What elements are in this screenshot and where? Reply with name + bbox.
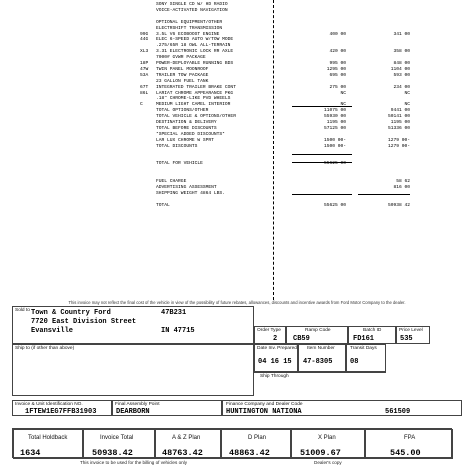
option-invoice: 593 00 — [393, 72, 410, 78]
final-assembly-label: Final Assembly Point — [115, 402, 160, 407]
totals-box — [12, 428, 452, 458]
batch-id-box — [348, 326, 396, 344]
option-invoice: 9441 00 — [390, 108, 410, 114]
holdback-cell — [13, 429, 83, 459]
option-code: 67T — [140, 84, 149, 90]
vin-box — [12, 400, 112, 416]
option-code: 18P — [140, 61, 149, 66]
ramp-code-value: CB59 — [293, 335, 310, 343]
option-description: SONY SINGLE CD W/ HD RADIO — [156, 2, 228, 7]
x-plan-label: X Plan — [318, 435, 336, 441]
option-msrp: NC — [340, 102, 346, 108]
az-plan-cell — [155, 429, 221, 459]
ship-through-label: Ship Through — [260, 374, 289, 379]
ramp-code-box — [286, 326, 348, 344]
option-description: .275/65R 18 OWL ALL-TERRAIN — [156, 43, 231, 49]
fpa-cell — [365, 429, 453, 459]
holdback-label: Total Holdback — [28, 435, 68, 441]
rule-total-2 — [358, 194, 410, 195]
rule-discounts-2 — [292, 162, 352, 163]
option-description: TOTAL FOR VEHICLE — [156, 161, 203, 167]
invoice-total-label: Invoice Total — [100, 435, 134, 441]
option-description: ELECTRSHIFT TRANSMISSION — [156, 25, 223, 31]
tear-line — [273, 0, 274, 300]
option-invoice: 1104 00 — [390, 66, 410, 72]
option-code: 99G — [140, 31, 149, 37]
transit-days-value: 08 — [350, 358, 359, 366]
option-description: OPTIONAL EQUIPMENT/OTHER — [156, 19, 223, 25]
ship-through-box — [254, 372, 386, 396]
option-description: INTEGRATED TRAILER BRAKE CONT — [156, 84, 236, 90]
sold-to-label: Sold to — [15, 308, 30, 313]
finance-box — [222, 400, 462, 416]
az-plan-label: A & Z Plan — [172, 435, 201, 441]
footer-dealer-copy: Dealer's copy — [314, 460, 342, 465]
option-msrp: 11075 00 — [323, 108, 346, 114]
option-description: 3.5L V6 ECOBOOST ENGINE — [156, 31, 220, 37]
option-description: TOTAL VEHICLE & OPTIONS/OTHER — [156, 114, 236, 120]
option-description: ELEC 6-SPEED AUTO W/TOW MODE — [156, 37, 234, 43]
finance-code: 561509 — [385, 408, 411, 416]
option-invoice: 51336 00 — [387, 125, 410, 131]
option-code: 53A — [140, 72, 149, 78]
option-invoice: NC — [404, 90, 410, 96]
option-invoice: 1195 00 — [390, 120, 410, 125]
x-plan-cell — [291, 429, 365, 459]
option-msrp: 695 00 — [329, 72, 346, 78]
transit-days-box — [346, 344, 386, 372]
option-description: ADVERTISING ASSESSMENT — [156, 184, 217, 190]
option-invoice: 58 62 — [396, 179, 410, 184]
option-description: LARIAT CHROME APPEARANCE PKG — [156, 90, 234, 96]
invoice-total-value: 50938.42 — [92, 448, 133, 458]
d-plan-label: D Plan — [248, 435, 267, 441]
dealer-street: 7720 East Division Street — [31, 318, 137, 326]
order-type-value: 2 — [273, 335, 278, 343]
d-plan-cell — [221, 429, 291, 459]
ramp-code-label: Ramp Code — [305, 328, 331, 333]
price-level-value: 535 — [400, 335, 413, 343]
option-msrp: 400 00 — [329, 31, 346, 37]
option-description: *SPECIAL ADDED DISCOUNTS* — [156, 131, 225, 137]
option-description: LAR LUX CHROME W SPRT — [156, 137, 214, 143]
option-description: POWER-DEPLOYABLE RUNNING BDS — [156, 61, 234, 66]
option-description: TOTAL OPTIONS/OTHER — [156, 108, 209, 114]
option-invoice: 816 00 — [393, 184, 410, 190]
option-description: FUEL CHARGE — [156, 179, 187, 184]
price-level-box — [396, 326, 430, 344]
option-description: 23 GALLON FUEL TANK — [156, 78, 209, 84]
option-msrp: 275 00 — [329, 84, 346, 90]
option-msrp: 57125 00 — [323, 125, 346, 131]
invoice-total-cell — [83, 429, 155, 459]
finance-label: Finance Company and Dealer Code — [226, 402, 303, 407]
dealer-city: Evansville — [31, 327, 74, 335]
option-description: TOTAL DISCOUNTS — [156, 143, 198, 149]
ship-to-label: Ship to (if other than above) — [15, 346, 75, 351]
option-msrp: NC — [340, 90, 346, 96]
option-code: C — [140, 102, 143, 108]
option-code: XL3 — [140, 49, 149, 55]
option-msrp: 1500 00- — [323, 143, 346, 149]
option-description: TWIN PANEL MOONROOF — [156, 66, 209, 72]
option-description: TRAILER TOW PACKAGE — [156, 72, 209, 78]
option-invoice: 1279 00- — [387, 143, 410, 149]
option-invoice: NC — [404, 102, 410, 108]
option-invoice: 1279 00- — [387, 137, 410, 143]
option-invoice: 848 00 — [393, 61, 410, 66]
final-assembly-box — [112, 400, 222, 416]
option-invoice: 50938 42 — [387, 202, 410, 208]
option-invoice: 234 00 — [393, 84, 410, 90]
rule-options — [292, 106, 352, 107]
holdback-value: 1634 — [20, 448, 41, 458]
option-msrp: 1500 00- — [323, 137, 346, 143]
rule-total — [292, 194, 352, 195]
x-plan-value: 51009.67 — [300, 448, 341, 458]
transit-days-label: Transit Days — [350, 346, 377, 351]
order-type-label: Order Type — [257, 328, 281, 333]
option-description: TOTAL — [156, 202, 170, 208]
footer-billing-note: This invoice to be used for the billing of vehicles only — [80, 460, 187, 465]
option-description: DESTINATION & DELIVERY — [156, 120, 217, 125]
date-prepared-label: Date Inv. Prepared — [257, 346, 297, 351]
ship-to-box — [12, 344, 254, 396]
dealer-number: 47B231 — [161, 309, 187, 317]
disclaimer: This invoice may not reflect the final cost of the vehicle in view of the possibility of future rebates, allowances, discounts and incentive awards from Ford Motor Company to the dealer. — [68, 300, 406, 305]
option-invoice: 341 00 — [393, 31, 410, 37]
item-number-label: Item Number — [307, 346, 335, 351]
option-description: .18" CHROME-LIKE PVD WHEELS — [156, 96, 231, 102]
date-prepared-box — [254, 344, 298, 372]
option-description: 7000# GVWR PACKAGE — [156, 55, 206, 61]
option-code: 47W — [140, 66, 149, 72]
option-msrp: 1195 00 — [326, 120, 346, 125]
finance-company: HUNTINGTON NATIONA — [226, 408, 302, 416]
order-type-box — [254, 326, 286, 344]
az-plan-value: 48763.42 — [162, 448, 203, 458]
option-msrp: 1295 00 — [326, 66, 346, 72]
fpa-value: 545.00 — [390, 448, 421, 458]
option-msrp: 55930 00 — [323, 114, 346, 120]
option-description: SHIPPING WEIGHT 4864 LBS. — [156, 190, 225, 196]
vin-value: 1FTEW1EG7FFB31903 — [25, 408, 97, 416]
batch-id-value: FD161 — [353, 335, 375, 343]
final-assembly-value: DEARBORN — [116, 408, 150, 416]
d-plan-value: 48863.42 — [229, 448, 270, 458]
price-level-label: Price Level — [399, 328, 423, 333]
option-msrp: 995 00 — [329, 61, 346, 66]
item-number-box — [298, 344, 346, 372]
vin-label: Invoice & Unit Identification NO. — [15, 402, 83, 407]
option-description: VOICE-ACTIVATED NAVIGATION — [156, 7, 228, 13]
date-prepared-value: 04 16 15 — [258, 358, 292, 366]
item-number-value: 47-8305 — [303, 358, 333, 366]
option-invoice: 50141 00 — [387, 114, 410, 120]
option-invoice: 358 00 — [393, 49, 410, 55]
option-msrp: 55625 00 — [323, 161, 346, 167]
option-description: 3.31 ELECTRONIC LOCK RR AXLE — [156, 49, 234, 55]
rule-discounts — [292, 154, 352, 155]
batch-id-label: Batch ID — [363, 328, 382, 333]
dealer-state-zip: IN 47715 — [161, 327, 195, 335]
option-msrp: 55625 00 — [323, 202, 346, 208]
option-code: 86L — [140, 90, 149, 96]
option-description: MEDIUM LIGHT CAMEL INTERIOR — [156, 102, 231, 108]
option-msrp: 420 00 — [329, 49, 346, 55]
dealer-name: Town & Country Ford — [31, 309, 111, 317]
option-code: 44G — [140, 37, 149, 43]
fpa-label: FPA — [404, 435, 416, 441]
sold-to-box — [12, 306, 254, 344]
option-description: TOTAL BEFORE DISCOUNTS — [156, 125, 217, 131]
